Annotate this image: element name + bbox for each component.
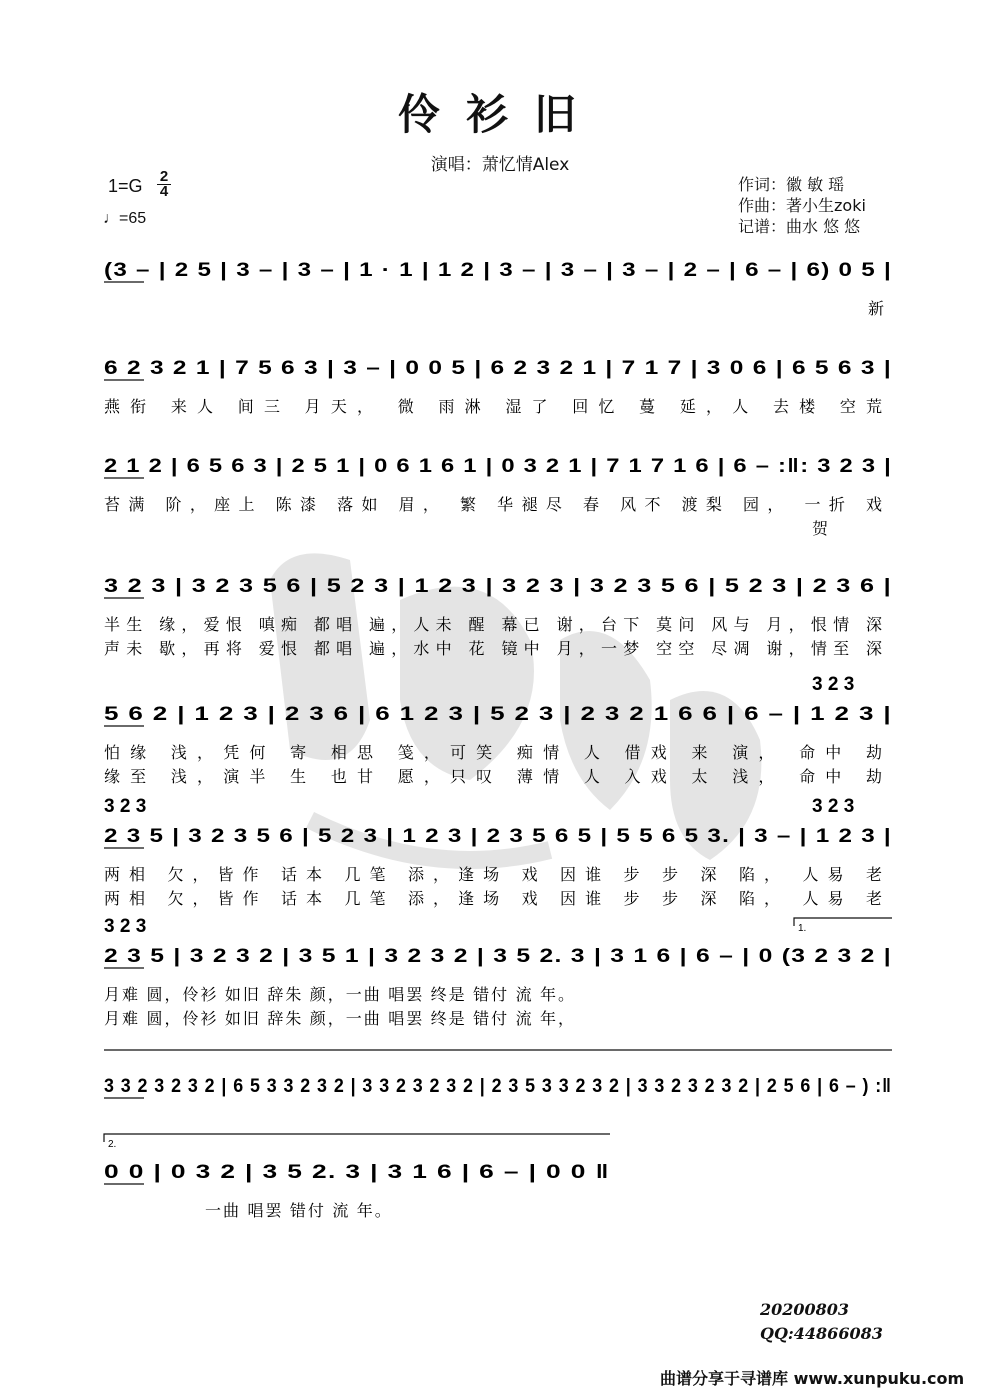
lyricist-credit: 作词：徽 敏 瑶 xyxy=(738,175,845,194)
lyric-line: 半生 缘，爱恨 嗔痴 都唱 遍，人未 醒 幕已 谢，台下 莫问 风与 月，恨情 深 xyxy=(104,617,884,634)
transcriber-credit: 记谱：曲水 悠 悠 xyxy=(738,217,861,236)
tempo-marking: ♩=65 xyxy=(103,210,147,227)
notation-line: 3 2 3 | 3 2 3 5 6 | 5 2 3 | 1 2 3 | 3 2 3 | 3 2 3 5 6 | 5 2 3 | 2 3 6 | xyxy=(104,576,892,597)
composer-credit: 作曲：著小生zoki xyxy=(738,196,866,215)
song-title: 伶衫旧 xyxy=(397,90,602,139)
volta-bracket xyxy=(794,918,892,926)
notation-line: 0 0 | 0 3 2 | 3 5 2. 3 | 3 1 6 | 6 – | 0 0 ‖ xyxy=(104,1162,610,1183)
lyric-line: 新 xyxy=(868,301,887,318)
time-signature-top: 2 xyxy=(159,168,169,185)
lyric-line: 声未 歇，再将 爱恨 都唱 遍，水中 花 镜中 月，一梦 空空 尽凋 谢，情至 深 xyxy=(104,641,884,658)
singer-credit: 演唱：萧忆情Alex xyxy=(430,155,570,175)
lyric-line: 一曲 唱罢 错付 流 年。 xyxy=(205,1203,393,1220)
notation-line: (3 – | 2 5 | 3 – | 3 – | 1 · 1 | 1 2 | 3 – | 3 – | 3 – | 2 – | 6 – | 6) 0 5 | xyxy=(104,260,892,281)
notation-line: 2 1 2 | 6 5 6 3 | 2 5 1 | 0 6 1 6 1 | 0 3 2 1 | 7 1 7 1 6 | 6 – :‖: 3 2 3 | xyxy=(104,456,892,477)
notation-line: 2 3 5 | 3 2 3 2 | 3 5 1 | 3 2 3 2 | 3 5 2. 3 | 3 1 6 | 6 – | 0 (3 2 3 2 | xyxy=(104,946,892,967)
site-credit: 曲谱分享于寻谱库 www.xunpuku.com xyxy=(660,1369,965,1388)
qq-note: QQ:44866083 xyxy=(760,1324,883,1343)
alt-notation: 3 2 3 xyxy=(812,674,855,695)
lyric-line: 缘至 浅，演半 生 也甘 愿，只叹 薄情 人 入戏 太 浅， 命中 劫 xyxy=(104,769,884,786)
date-note: 20200803 xyxy=(760,1300,850,1319)
lyric-line: 苔满 阶，座上 陈漆 落如 眉， 繁 华褪尽 春 风不 渡梨 园， 一折 戏 xyxy=(104,497,885,514)
lyric-line: 贺 xyxy=(812,521,831,538)
lyric-line: 月难 圆，伶衫 如旧 辞朱 颜，一曲 唱罢 终是 错付 流 年。 xyxy=(104,987,577,1004)
alt-notation-left: 3 2 3 xyxy=(104,916,147,937)
volta-number: 2. xyxy=(108,1139,117,1150)
lyric-line: 怕缘 浅，凭何 寄 相思 笺，可笑 痴情 人 借戏 来 演， 命中 劫 xyxy=(104,745,884,762)
volta-number: 1. xyxy=(798,923,807,934)
notation-line: 2 3 5 | 3 2 3 5 6 | 5 2 3 | 1 2 3 | 2 3 5 6 5 | 5 5 6 5 3. | 3 – | 1 2 3 | xyxy=(104,826,892,847)
notation-line: 6 2 3 2 1 | 7 5 6 3 | 3 – | 0 0 5 | 6 2 3 2 1 | 7 1 7 | 3 0 6 | 6 5 6 3 | xyxy=(104,358,892,379)
lyric-line: 燕衔 来人 间三 月天， 微 雨淋 湿了 回忆 蔓 延，人 去楼 空荒 xyxy=(104,399,884,416)
lyric-line: 月难 圆，伶衫 如旧 辞朱 颜，一曲 唱罢 终是 错付 流 年， xyxy=(104,1011,577,1028)
alt-notation-left: 3 2 3 xyxy=(104,796,147,817)
alt-notation-right: 3 2 3 xyxy=(812,796,855,817)
key-signature: 1=G xyxy=(108,176,143,196)
lyric-line: 两相 欠，皆作 话本 几笔 添，逢场 戏 因谁 步 步 深 陷， 人易 老 xyxy=(104,891,885,908)
notation-line: 3 3 2 3 2 3 2 | 6 5 3 3 2 3 2 | 3 3 2 3 2 3 2 | 2 3 5 3 3 2 3 2 | 3 3 2 3 2 3 2 | 2 5 6 | 6 – ) :‖ xyxy=(104,1076,892,1097)
time-signature-bottom: 4 xyxy=(159,183,169,200)
notation-line: 5 6 2 | 1 2 3 | 2 3 6 | 6 1 2 3 | 5 2 3 | 2 3 2 1 6 6 | 6 – | 1 2 3 | xyxy=(104,704,892,725)
volta-bracket xyxy=(104,1134,610,1142)
lyric-line: 两相 欠，皆作 话本 几笔 添，逢场 戏 因谁 步 步 深 陷， 人易 老 xyxy=(104,867,885,884)
